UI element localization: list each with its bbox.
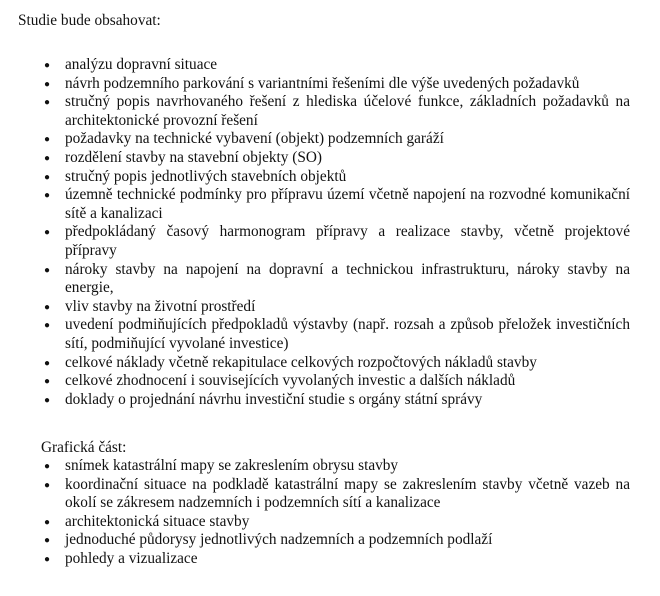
intro-heading: Studie bude obsahovat: — [18, 12, 161, 29]
list-item — [0, 391, 660, 410]
list-item — [0, 298, 660, 317]
bullet-icon: ● — [43, 535, 51, 547]
bullet-icon: ● — [43, 60, 51, 71]
graphic-part-list — [0, 457, 660, 569]
list-item — [0, 186, 660, 223]
graphic-section-title: Grafická část: — [41, 439, 127, 456]
bullet-icon: ● — [43, 190, 51, 202]
list-item-text: celkové náklady včetně rekapitulace celkových rozpočtových nákladů stavby — [65, 353, 537, 371]
list-item-text: celkové zhodnocení i souvisejících vyvolaných investic a dalších nákladů — [65, 372, 516, 390]
list-item-text: vliv stavby na životní prostředí — [65, 297, 256, 315]
bullet-icon: ● — [43, 78, 51, 90]
bullet-icon: ● — [43, 264, 51, 276]
list-item-text: analýzu dopravní situace — [65, 56, 218, 73]
bullet-icon: ● — [43, 461, 51, 472]
list-item — [0, 223, 660, 260]
study-contents-list — [0, 56, 660, 409]
list-item — [0, 261, 660, 298]
bullet-icon: ● — [43, 301, 51, 313]
bullet-icon: ● — [43, 394, 51, 406]
list-item-text: uvedení podmiňujících předpokladů výstavby (např. rozsah a způsob přeložek investičních sítí, podmiňující vyvolané investice) — [65, 316, 630, 352]
bullet-icon: ● — [43, 479, 51, 491]
graphic-list-item — [0, 476, 660, 513]
list-item — [0, 168, 660, 187]
list-item — [0, 75, 660, 94]
list-item-text: jednoduché půdorysy jednotlivých nadzemních a podzemních podlaží — [65, 531, 493, 549]
list-item-text: územně technické podmínky pro přípravu území včetně napojení na rozvodné komunikační sítě a kanalizaci — [65, 186, 630, 222]
list-item-text: pohledy a vizualizace — [65, 549, 198, 567]
list-item-text: rozdělení stavby na stavební objekty (SO) — [65, 148, 323, 166]
graphic-list-item — [0, 513, 660, 532]
bullet-icon: ● — [43, 97, 51, 109]
list-item — [0, 354, 660, 373]
list-item-text: doklady o projednání návrhu investiční studie s orgány státní správy — [65, 390, 483, 408]
bullet-icon: ● — [43, 152, 51, 164]
graphic-list-item — [0, 457, 660, 476]
list-item-text: návrh podzemního parkování s variantními řešeními dle výše uvedených požadavků — [65, 74, 580, 92]
list-item-text: stručný popis jednotlivých stavebních objektů — [65, 167, 347, 185]
bullet-icon: ● — [43, 227, 51, 239]
bullet-icon: ● — [43, 320, 51, 332]
bullet-icon: ● — [43, 357, 51, 369]
bullet-icon: ● — [43, 134, 51, 146]
graphic-list-item — [0, 550, 660, 569]
list-item-text: předpokládaný časový harmonogram přípravy a realizace stavby, včetně projektové přípravy — [65, 223, 630, 259]
list-item — [0, 372, 660, 391]
list-item-text: nároky stavby na napojení na dopravní a technickou infrastrukturu, nároky stavby na energie, — [65, 260, 630, 297]
list-item — [0, 56, 660, 75]
list-item-text: architektonická situace stavby — [65, 512, 250, 530]
graphic-list-item — [0, 531, 660, 550]
list-item — [0, 149, 660, 168]
bullet-icon: ● — [43, 516, 51, 528]
list-item — [0, 93, 660, 130]
list-item — [0, 316, 660, 353]
list-item-text: koordinační situace na podkladě katastrální mapy se zakreslením stavby včetně vazeb na okolí se zákresem nadzemních i podzemních sítí a kanalizace — [65, 475, 630, 512]
list-item-text: snímek katastrální mapy se zakreslením obrysu stavby — [65, 457, 399, 474]
bullet-icon: ● — [43, 171, 51, 183]
bullet-icon: ● — [43, 376, 51, 388]
bullet-icon: ● — [43, 553, 51, 565]
list-item-text: stručný popis navrhovaného řešení z hlediska účelové funkce, základních požadavků na architektonické provozní řešení — [65, 93, 630, 129]
list-item-text: požadavky na technické vybavení (objekt) podzemních garáží — [65, 130, 444, 148]
list-item — [0, 130, 660, 149]
